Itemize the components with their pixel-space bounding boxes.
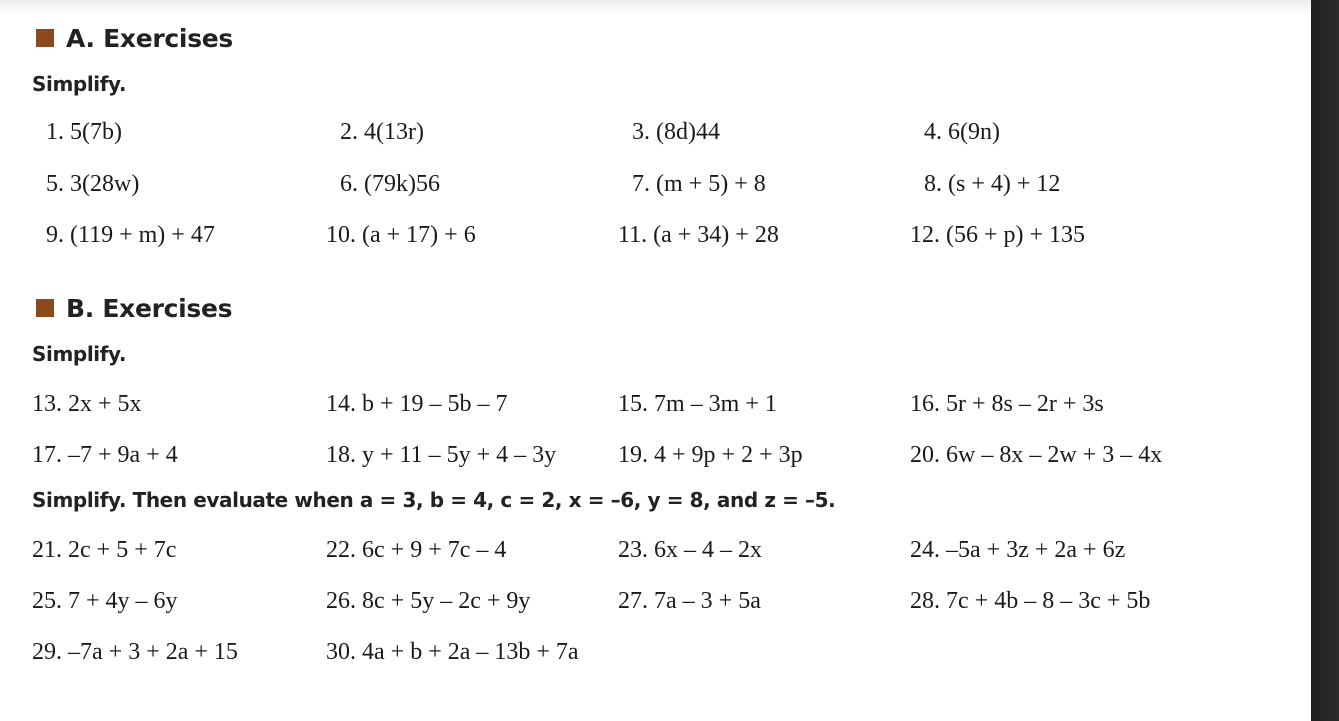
exercise-28: 28. 7c + 4b – 8 – 3c + 5b: [910, 588, 1151, 614]
exercise-14: 14. b + 19 – 5b – 7: [326, 391, 508, 417]
exercise-22: 22. 6c + 9 + 7c – 4: [326, 537, 507, 563]
exercise-27: 27. 7a – 3 + 5a: [618, 588, 761, 614]
exercise-12: 12. (56 + p) + 135: [910, 222, 1086, 248]
exercise-row: [0, 217, 1311, 253]
section-square-icon: [36, 29, 54, 47]
exercise-3: 3. (8d)44: [632, 119, 720, 145]
section-b-instruction: Simplify.: [32, 342, 127, 366]
exercise-7: 7. (m + 5) + 8: [632, 171, 766, 197]
exercise-6: 6. (79k)56: [340, 171, 440, 197]
exercise-8: 8. (s + 4) + 12: [924, 171, 1061, 197]
section-a-title: A. Exercises: [66, 23, 234, 53]
exercise-25: 25. 7 + 4y – 6y: [32, 588, 178, 614]
exercise-row: [0, 114, 1311, 150]
exercise-row: [0, 437, 1311, 473]
exercise-1: 1. 5(7b): [46, 119, 122, 145]
exercise-row: [0, 634, 1311, 670]
evaluate-instruction: Simplify. Then evaluate when a = 3, b = 4, c = 2, x = –6, y = 8, and z = –5.: [32, 488, 836, 512]
section-b-heading: [36, 290, 232, 326]
exercise-row: [0, 386, 1311, 422]
top-shadow: [0, 0, 1311, 14]
exercise-18: 18. y + 11 – 5y + 4 – 3y: [326, 442, 557, 468]
exercise-17: 17. –7 + 9a + 4: [32, 442, 178, 468]
exercise-4: 4. 6(9n): [924, 119, 1000, 145]
exercise-row: [0, 166, 1311, 202]
exercise-20: 20. 6w – 8x – 2w + 3 – 4x: [910, 442, 1163, 468]
exercise-row: [0, 583, 1311, 619]
exercise-21: 21. 2c + 5 + 7c: [32, 537, 177, 563]
exercise-10: 10. (a + 17) + 6: [326, 222, 476, 248]
section-square-icon: [36, 299, 54, 317]
exercise-23: 23. 6x – 4 – 2x: [618, 537, 762, 563]
exercise-11: 11. (a + 34) + 28: [618, 222, 779, 248]
section-a-instruction: Simplify.: [32, 72, 127, 96]
exercise-row: [0, 532, 1311, 568]
exercise-24: 24. –5a + 3z + 2a + 6z: [910, 537, 1126, 563]
exercise-9: 9. (119 + m) + 47: [46, 222, 215, 248]
exercise-2: 2. 4(13r): [340, 119, 424, 145]
exercise-29: 29. –7a + 3 + 2a + 15: [32, 639, 238, 665]
exercise-26: 26. 8c + 5y – 2c + 9y: [326, 588, 531, 614]
dark-margin: [1311, 0, 1339, 721]
exercise-5: 5. 3(28w): [46, 171, 140, 197]
exercise-13: 13. 2x + 5x: [32, 391, 142, 417]
exercise-30: 30. 4a + b + 2a – 13b + 7a: [326, 639, 579, 665]
exercise-15: 15. 7m – 3m + 1: [618, 391, 777, 417]
exercise-16: 16. 5r + 8s – 2r + 3s: [910, 391, 1104, 417]
exercise-19: 19. 4 + 9p + 2 + 3p: [618, 442, 803, 468]
section-a-heading: [36, 20, 233, 56]
section-b-title: B. Exercises: [66, 293, 233, 323]
